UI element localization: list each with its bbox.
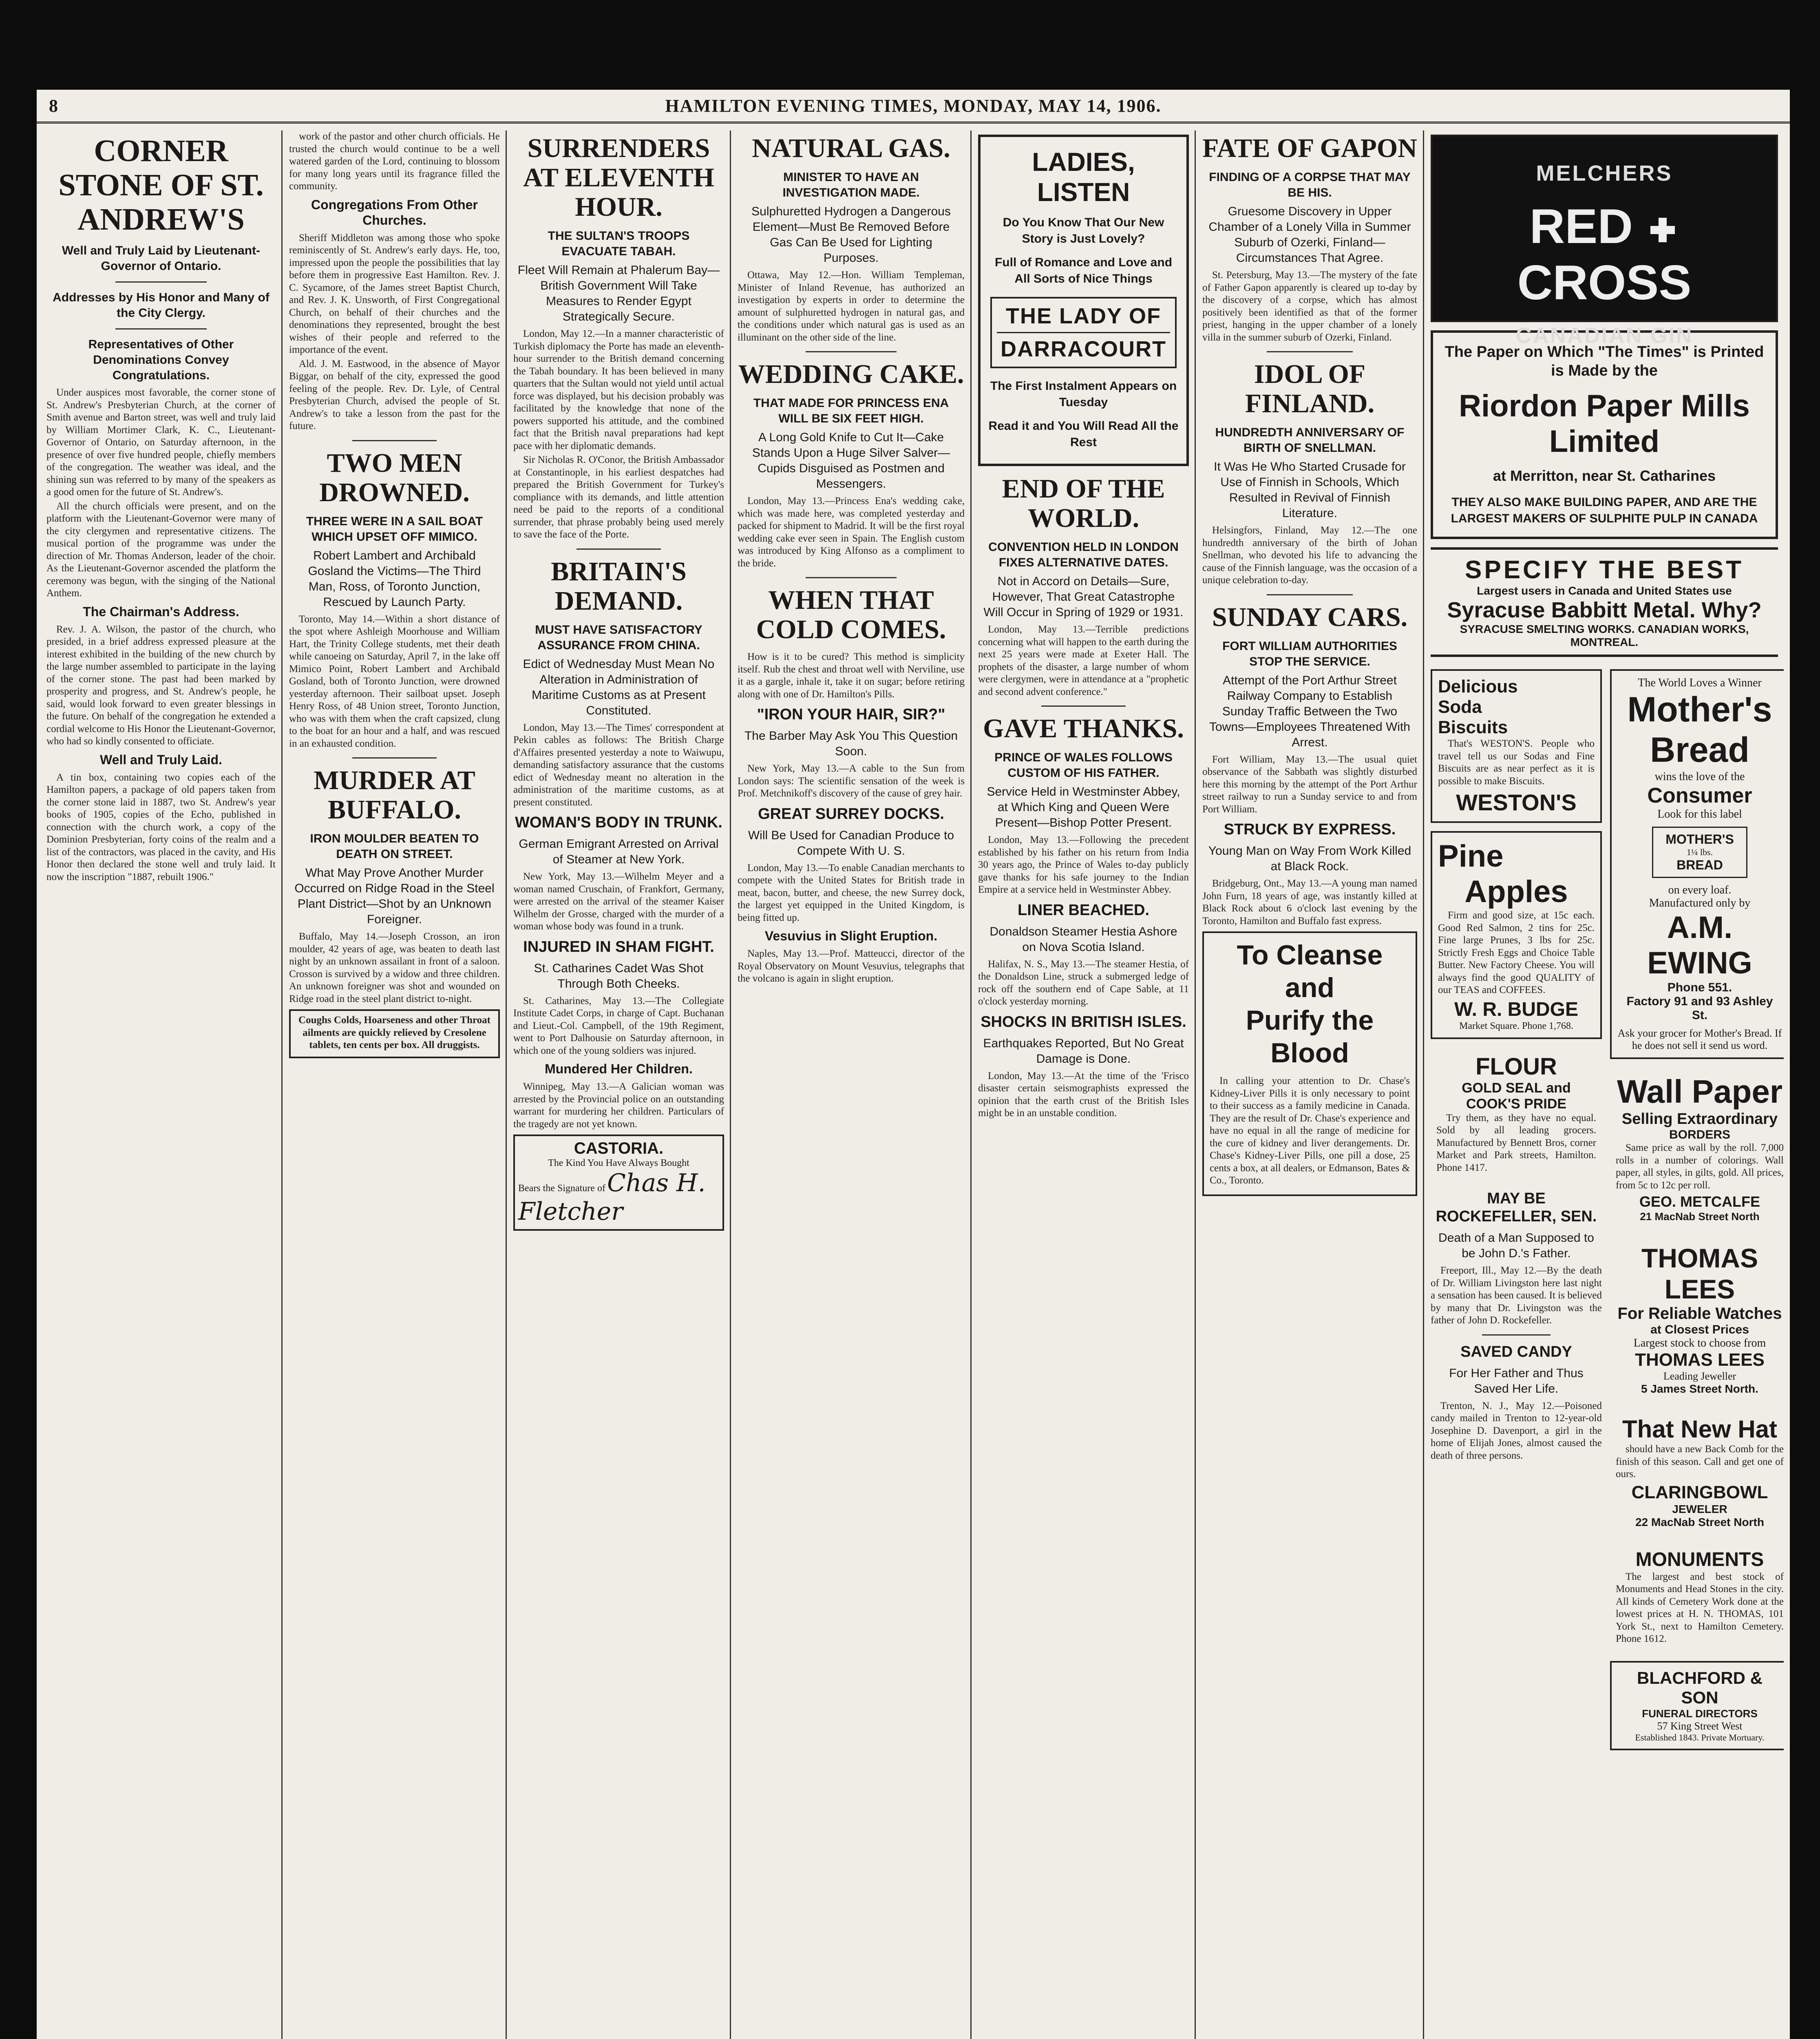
deck: Fleet Will Remain at Phalerum Bay—British Government Will Take Measures to Render Egypt Strategically Secure. — [517, 263, 720, 323]
subhead: Vesuvius in Slight Eruption. — [764, 929, 938, 943]
deck: Will Be Used for Canadian Produce to Compete With U. S. — [748, 828, 954, 858]
headline-wedding-cake: WEDDING CAKE. — [738, 359, 964, 389]
paragraph: Fort William, May 13.—The usual quiet observance of the Sabbath was slightly disturbed here this morning by the attempt of the Port Arthur street railway to run a Sunday service to and from Port William. — [1202, 754, 1417, 815]
headline-two-men-drowned: TWO MEN DROWNED. — [319, 448, 470, 507]
ads-left-column — [1431, 665, 1602, 1464]
column-4 — [732, 130, 970, 2039]
column-5 — [972, 130, 1195, 2039]
red-cross-gin-ad: MELCHERS RED CROSS CANADIAN GIN — [1431, 135, 1778, 322]
paragraph: How is it to be cured? This method is simplicity itself. Rub the chest and throat well with Nerviline, use it as a gargle, inhale it, take it on sugar; before retiring along with one of Dr. Hamilton's Pills. — [738, 651, 965, 700]
deck: Sulphuretted Hydrogen a Dangerous Element—Must Be Removed Before Gas Can Be Used for Lighting Purposes. — [751, 205, 951, 265]
deck: Addresses by His Honor and Many of the City Clergy. — [53, 291, 269, 320]
divider — [1041, 705, 1126, 707]
headline-cold-comes: WHEN THAT COLD COMES. — [756, 585, 946, 644]
column-7 — [1425, 130, 1784, 2039]
paragraph: Naples, May 13.—Prof. Matteucci, director of the Royal Observatory on Mount Vesuvius, telegraphs that the volcano is again in slight eruption. — [738, 948, 965, 984]
headline-womans-body: WOMAN'S BODY IN TRUNK. — [515, 814, 722, 831]
deck: Attempt of the Port Arthur Street Railway Company to Establish Sunday Traffic Between the Two Towns—Employees Threatened With Arrest. — [1209, 673, 1410, 749]
headline-shocks: SHOCKS IN BRITISH ISLES. — [981, 1013, 1186, 1031]
headline-murder-buffalo: MURDER AT BUFFALO. — [314, 765, 475, 825]
deck: MINISTER TO HAVE AN INVESTIGATION MADE. — [782, 170, 920, 199]
column-1 — [41, 130, 281, 2039]
syracuse-babbitt-ad: SPECIFY THE BEST Largest users in Canada and United States use Syracuse Babbitt Metal. Why? SYRACUSE SMELTING WORKS. CANADIAN WORKS, MONTREAL. — [1431, 547, 1778, 657]
red-cross-icon — [1650, 218, 1675, 242]
divider — [1267, 594, 1353, 595]
deck: Edict of Wednesday Must Mean No Alteration in Administration of Maritime Customs as at Present Constituted. — [523, 657, 715, 717]
subhead: Congregations From Other Churches. — [311, 197, 478, 228]
paragraph: London, May 13.—Following the precedent established by his father on his return from India 30 years ago, the Prince of Wales to-day publicly gave thanks for his safe journey to the Indian Empire at a service held in Westminster Abbey. — [978, 834, 1189, 895]
wall-paper-ad: Wall Paper Selling Extraordinary BORDERS Same price as wall by the roll. 7,000 rolls in a number of colorings. Wall paper, all styles, in gilts, gold. All prices, from 5c to 12c per roll. GEO. METCALFE 21 MacNab Street North — [1616, 1073, 1784, 1223]
masthead-rule — [37, 122, 1790, 124]
castoria-ad: CASTORIA. The Kind You Have Always Bought Bears the Signature of Chas H. Fletcher — [513, 1134, 724, 1231]
riordon-paper-ad: The Paper on Which "The Times" is Printed is Made by the Riordon Paper Mills Limited at Merritton, near St. Catharines THEY ALSO MAKE BUILDING PAPER, AND ARE THE LARGEST MAKERS OF SULPHITE PULP IN CANADA — [1431, 330, 1778, 539]
paragraph: Sheriff Middleton was among those who spoke reminiscently of St. Andrew's early days. He, too, impressed upon the people the possibilities that lay before them in progressive East Hamilton. Rev. J. C. Sycamore, of the James street Baptist Church, and Rev. J. K. Unsworth, of First Congregational Church, on behalf of their churches and the denominations they represented, brought the best wishes of their people and referred to the importance of the event. — [289, 232, 500, 355]
mothers-bread-ad: The World Loves a Winner Mother's Bread wins the love of the Consumer Look for this label MOTHER'S 1¼ lbs. BREAD on every loaf. Manufactured only by A.M. EWING Phone 551. Factory 91 and 93 Ashley St. Ask your grocer for Mother's Bread. If he does not sell it send us word. — [1610, 669, 1784, 1059]
paragraph: London, May 13.—Princess Ena's wedding cake, which was made here, was completed yesterday and packed for shipment to Madrid. It will be the first royal wedding cake ever seen in Spain. The English custom was introduced by King Alfonso as a compliment to the bride. — [738, 495, 965, 569]
deck: FINDING OF A CORPSE THAT MAY BE HIS. — [1209, 170, 1411, 199]
paragraph: All the church officials were present, and on the platform with the Lieutenant-Governor were many of the city clergymen and representative citizens. The musical portion of the programme was under the direction of Mr. Thomas Anderson, leader of the choir. As the Lieutenant-Governor ascended the platform the ceremony was begun, with the singing of the National Anthem. — [46, 500, 276, 599]
column-rule — [970, 130, 972, 2039]
deck: What May Prove Another Murder Occurred on Ridge Road in the Steel Plant District—Shot by an Unknown Foreigner. — [294, 866, 495, 926]
rockefeller-article: MAY BE ROCKEFELLER, SEN. Death of a Man Supposed to be John D.'s Father. Freeport, Ill., May 12.—By the death of Dr. William Livingston here last night a sensation has been caused. It is believed by many that Dr. Livingston was the father of John D. Rockefeller. SAVED CANDY For Her Father and Thus Saved Her Life. Trenton, N. J., May 12.—Poisoned candy mailed in Trenton to 12-year-old Josephine D. Davenport, a girl in the home of Elijah Jones, almost caused the death of three persons. — [1431, 1190, 1602, 1461]
paragraph: Helsingfors, Finland, May 12.—The one hundredth anniversary of the birth of Johan Snellman, who devoted his life to advancing the cause of the Finnish language, was the occasion of a unique celebration to-day. — [1202, 525, 1417, 586]
paragraph: London, May 13.—Terrible predictions concerning what will happen to the earth during the next 25 years were made at Exeter Hall. The prophets of the disaster, a large number of whom were clergymen, were in attendance at a "prophetic and second advent conference." — [978, 624, 1189, 697]
deck: PRINCE OF WALES FOLLOWS CUSTOM OF HIS FATHER. — [994, 751, 1173, 780]
pine-apples-ad: Pine Apples Firm and good size, at 15c each. Good Red Salmon, 2 tins for 25c. Fine large Prunes, 3 lbs for 25c. Strictly Fresh Eggs and Choice Table Butter. New Factory Cheese. You will always find the good QUALITY of our TEAS and COFFEES. W. R. BUDGE Market Square. Phone 1,768. — [1431, 831, 1602, 1039]
headline-sham-fight: INJURED IN SHAM FIGHT. — [523, 938, 714, 955]
masthead-title: HAMILTON EVENING TIMES, MONDAY, MAY 14, 1906. — [665, 96, 1162, 116]
deck: FORT WILLIAM AUTHORITIES STOP THE SERVICE. — [1222, 639, 1397, 668]
paragraph: St. Catharines, May 13.—The Collegiate Institute Cadet Corps, in charge of Capt. Buchanan and Lieut.-Col. Campbell, of the 19th Regiment, went to Port Dalhousie on Saturday afternoon, in which one of the young soldiers was injured. — [513, 995, 724, 1056]
divider — [115, 281, 207, 283]
coughs-ad: Coughs Colds, Hoarseness and other Throat ailments are quickly relieved by Cresolene tablets, ten cents per box. All druggists. — [289, 1009, 500, 1058]
headline-end-of-world: END OF THE WORLD. — [1002, 474, 1165, 533]
deck: Earthquakes Reported, But No Great Damage is Done. — [983, 1036, 1184, 1066]
paragraph: London, May 12.—In a manner characteristic of Turkish diplomacy the Porte has made an eleventh-hour surrender to the British demand concerning the Tabah boundary. It has been believed in many quarters that the Sultan would not yield until actual force was displayed, but his decision probably was facilitated by the knowledge that none of the powers supported his attitude, and the combined fact that the British naval preparations had kept pace with her diplomatic demands. — [513, 328, 724, 451]
divider — [352, 757, 437, 759]
deck: A Long Gold Knife to Cut It—Cake Stands Upon a Huge Silver Salver—Cupids Disguised as Postmen and Messengers. — [752, 431, 950, 491]
deck: IRON MOULDER BEATEN TO DEATH ON STREET. — [310, 832, 479, 861]
paragraph: London, May 13.—The Times' correspondent at Pekin cables as follows: The British Charge d'Affaires presented yesterday a note to Waiwupu, demanding satisfactory assurance that the customs edict of Wednesday meant no alteration in the administration of the maritime customs, as at present constituted. — [513, 722, 724, 808]
subhead: Mundered Her Children. — [545, 1062, 693, 1076]
divider — [806, 351, 897, 352]
weston-biscuits-ad: Delicious Soda Biscuits That's WESTON'S. People who travel tell us our Sodas and Fine Biscuits are as near perfect as it is possible to make Biscuits. WESTON'S — [1431, 669, 1602, 823]
deck: Gruesome Discovery in Upper Chamber of a Lonely Villa in Summer Suburb of Ozerki, Finland—Circumstances That Agree. — [1208, 205, 1411, 265]
deck: German Emigrant Arrested on Arrival of Steamer at New York. — [519, 837, 719, 866]
divider — [352, 440, 437, 441]
headline-fate-of-gapon: FATE OF GAPON — [1202, 133, 1417, 163]
paragraph: New York, May 13.—A cable to the Sun from London says: The scientific sensation of the week is Prof. Metchnikoff's discovery of the cause of grey hair. — [738, 763, 965, 799]
headline-iron-hair: "IRON YOUR HAIR, SIR?" — [757, 706, 945, 723]
paragraph: London, May 13.—At the time of the 'Frisco disaster certain seismographists expressed the opinion that the earth crust of the British Isles might be in an unstable condition. — [978, 1070, 1189, 1119]
paragraph: Sir Nicholas R. O'Conor, the British Ambassador at Constantinople, in his earliest despatches had prepared the British Government for Turkey's compliance with its demands, and little attention need be paid to the reports of a conditional surrender, that phrase probably being used merely to save the face of the Porte. — [513, 454, 724, 540]
paragraph: St. Petersburg, May 13.—The mystery of the fate of Father Gapon apparently is cleared up to-day by the discovery of a corpse, which has almost positively been identified as that of the former priest, hanging in the upper chamber of a lonely villa in the summer suburb of Ozerki, Finland. — [1202, 270, 1417, 343]
headline-corner-stone: CORNER STONE OF ST. ANDREW'S — [58, 134, 264, 237]
bread-label: MOTHER'S 1¼ lbs. BREAD — [1652, 827, 1747, 878]
column-rule — [506, 130, 507, 2039]
ads-lower — [1431, 665, 1784, 2039]
headline-surrenders: SURRENDERS AT ELEVENTH HOUR. — [523, 133, 714, 222]
paragraph: Winnipeg, May 13.—A Galician woman was arrested by the Provincial police on an outstanding warrant for murdering her children. Particulars of the tragedy are not yet known. — [513, 1081, 724, 1130]
column-6 — [1197, 130, 1423, 2039]
divider — [115, 328, 207, 330]
paragraph: Under auspices most favorable, the corner stone of St. Andrew's Presbyterian Church, at the corner of Smith avenue and Barton street, was well and truly laid by William Mortimer Clark, K. C., Lieutenant-Governor of Ontario, on Saturday afternoon, in the presence of over five hundred people, chiefly members of the congregation. The weather was ideal, and the shining sun was referred to by many of the speakers as a good omen for the future of St. Andrew's. — [46, 387, 276, 498]
deck: THAT MADE FOR PRINCESS ENA WILL BE SIX FEET HIGH. — [753, 396, 949, 425]
headline-struck-express: STRUCK BY EXPRESS. — [1224, 821, 1396, 838]
headline-liner-beached: LINER BEACHED. — [1017, 901, 1150, 919]
deck: Robert Lambert and Archibald Gosland the Victims—The Third Man, Ross, of Toronto Junction, Rescued by Launch Party. — [308, 548, 481, 609]
paragraph: New York, May 13.—Wilhelm Meyer and a woman named Cruschain, of Frankfort, Germany, were arrested on the arrival of the steamer Kaiser Wilhelm der Grosse, charged with the murder of a woman whose body was found in a trunk. — [513, 871, 724, 932]
headline-britains-demand: BRITAIN'S DEMAND. — [551, 556, 687, 616]
fletcher-signature: Chas H. Fletcher — [518, 1169, 706, 1226]
newspaper-page — [37, 90, 1790, 2039]
headline-sunday-cars: SUNDAY CARS. — [1212, 602, 1408, 632]
deck: Service Held in Westminster Abbey, at Which King and Queen Were Present—Bishop Potter Present. — [987, 785, 1180, 829]
headline-gave-thanks: GAVE THANKS. — [983, 714, 1184, 743]
deck: It Was He Who Started Crusade for Use of Finnish in Schools, Which Resulted in Revival of Finnish Literature. — [1214, 460, 1406, 520]
deck: HUNDREDTH ANNIVERSARY OF BIRTH OF SNELLMAN. — [1215, 426, 1405, 455]
monuments-ad: MONUMENTS The largest and best stock of Monuments and Head Stones in the city. All kinds of Cemetery Work done at the lowest prices at H. N. THOMAS, 101 York St., next to Hamilton Cemetery. Phone 1612. — [1616, 1548, 1784, 1644]
column-rule — [730, 130, 731, 2039]
paragraph: Toronto, May 14.—Within a short distance of the spot where Ashleigh Moorhouse and William Hart, the Trinity College students, met their death while canoeing on Saturday, April 7, in the lake off Mimico Point, Robert Lambert and Archibald Gosland, both of Toronto Junction, were drowned yesterday afternoon. Their sailboat upset. Joseph Henry Ross, of 48 Union street, Toronto Junction, who was with them when the craft capsized, clung to the boat for an hour and a half, and was rescued in an exhausted condition. — [289, 613, 500, 749]
page-number: 8 — [49, 96, 59, 116]
deck: Not in Accord on Details—Sure, However, That Great Catastrophe Will Occur in Spring of 1929 or 1931. — [983, 575, 1184, 619]
deck: Well and Truly Laid by Lieutenant-Governor of Ontario. — [62, 244, 261, 273]
headline-natural-gas: NATURAL GAS. — [752, 133, 950, 163]
divider — [1267, 351, 1353, 352]
deck: Donaldson Steamer Hestia Ashore on Nova Scotia Island. — [990, 924, 1177, 954]
deck: THREE WERE IN A SAIL BOAT WHICH UPSET OFF MIMICO. — [306, 514, 483, 544]
subhead: Well and Truly Laid. — [100, 752, 222, 767]
paragraph: Halifax, N. S., May 13.—The steamer Hestia, of the Donaldson Line, struck a submerged ledge of rock off the southern end of Cape Sable, at 11 o'clock yesterday morning. — [978, 958, 1189, 1007]
column-rule — [1423, 130, 1424, 2039]
paragraph: A tin box, containing two copies each of the Hamilton papers, a package of old papers taken from the corner stone laid in 1887, two St. Andrew's year books of 1905, copies of the Echo, published in connection with the church work, a copy of the Dominion Presbyterian, forty coins of the realm and a list of the contractors, was placed in the cavity, and His Honor then declared the stone well and truly laid. It now the inscription "1887, rebuilt 1906." — [46, 772, 276, 882]
paragraph: Rev. J. A. Wilson, the pastor of the church, who presided, in a brief address expressed pleasure at the interest exhibited in the building of the new church by the large number assembled to participate in the laying of the corner stone. The past had been marked by prosperity and progress, and St. Andrew's people, he said, would look forward to even greater blessings in the future. On behalf of the congregation he extended a cordial welcome to His Honor the Lieutenant-Governor, who had so kindly consented to officiate. — [46, 624, 276, 747]
deck: CONVENTION HELD IN LONDON FIXES ALTERNATIVE DATES. — [988, 540, 1179, 569]
deck: The Barber May Ask You This Question Soon. — [744, 729, 958, 758]
headline-surrey-docks: GREAT SURREY DOCKS. — [758, 805, 944, 823]
new-hat-ad: That New Hat should have a new Back Comb for the finish of this season. Call and get one of ours. CLARINGBOWL JEWELER 22 MacNab Street North — [1616, 1415, 1784, 1528]
paragraph: Buffalo, May 14.—Joseph Crosson, an iron moulder, 42 years of age, was beaten to death last night by an unknown assailant in front of a saloon. Crosson is survived by a widow and three children. An unknown foreigner was shot and wounded on Ridge road in the steel plant district to-night. — [289, 931, 500, 1004]
masthead — [45, 95, 1782, 118]
cleanse-blood-ad: To Cleanse and Purify the Blood In calling your attention to Dr. Chase's Kidney-Liver Pills it is only necessary to point to their success as a family medicine in Canada. They are the result of Dr. Chase's experience and have no equal in all the range of medicine for the cure of kidney and liver derangements. Dr. Chase's Kidney-Liver Pills, one pill a dose, 25 cents a box, at all dealers, or Edmanson, Bates & Co., Toronto. — [1202, 931, 1417, 1196]
headline-idol-finland: IDOL OF FINLAND. — [1245, 359, 1375, 418]
paragraph: Ottawa, May 12.—Hon. William Templeman, Minister of Inland Revenue, has authorized an investigation by experts in order to determine the amount of sulphuretted hydrogen in natural gas, and the conditions under which natural gas is used as an illuminant on the other side of the line. — [738, 270, 965, 343]
paragraph: work of the pastor and other church officials. He trusted the church would continue to be a well watered garden of the Lord, continuing to blossom for many long years until its fragrance filled the community. — [289, 131, 500, 192]
divider — [576, 548, 661, 550]
flour-ad: FLOUR GOLD SEAL and COOK'S PRIDE Try them, as they have no equal. Sold by all leading grocers. Manufactured by Bennett Bros, corner Market and Park streets, Hamilton. Phone 1417. — [1436, 1053, 1596, 1173]
ads-right-column — [1610, 665, 1784, 1758]
deck: THE SULTAN'S TROOPS EVACUATE TABAH. — [548, 229, 690, 258]
story-title-box: THE LADY OF DARRACOURT — [990, 297, 1177, 368]
column-rule — [281, 130, 283, 2039]
paragraph: Bridgeburg, Ont., May 13.—A young man named John Furn, 18 years of age, was instantly killed at Black Rock about 6 o'clock last evening by the Toronto, Hamilton and Buffalo fast express. — [1202, 878, 1417, 927]
deck: MUST HAVE SATISFACTORY ASSURANCE FROM CHINA. — [535, 623, 702, 652]
deck: St. Catharines Cadet Was Shot Through Both Cheeks. — [534, 961, 704, 991]
divider — [806, 577, 897, 578]
ladies-listen-ad: LADIES, LISTEN Do You Know That Our New Story is Just Lovely? Full of Romance and Love and All Sorts of Nice Things THE LADY OF DARRACOURT The First Instalment Appears on Tuesday Read it and You Will Read All the Rest — [978, 135, 1189, 466]
blachford-ad: BLACHFORD & SON FUNERAL DIRECTORS 57 King Street West Established 1843. Private Mortuary. — [1610, 1661, 1784, 1750]
thomas-lees-ad: THOMAS LEES For Reliable Watches at Closest Prices Largest stock to choose from THOMAS LEES Leading Jeweller 5 James Street North. — [1617, 1243, 1782, 1395]
column-rule — [1195, 130, 1196, 2039]
paragraph: Ald. J. M. Eastwood, in the absence of Mayor Biggar, on behalf of the city, expressed the good feeling of the people. Rev. Dr. Lyle, of Central Presbyterian Church, advised the people of St. Andrew's to take a lesson from the past for the future. — [289, 358, 500, 431]
subhead: The Chairman's Address. — [83, 604, 239, 619]
paragraph: London, May 13.—To enable Canadian merchants to compete with the United States for British trade in meat, bacon, butter, and cheese, the new Surrey dock, the largest yet equipped in the United Kingdom, is being fitted up. — [738, 862, 965, 923]
column-3 — [508, 130, 730, 2039]
column-2 — [283, 130, 506, 2039]
deck: Young Man on Way From Work Killed at Black Rock. — [1208, 844, 1411, 873]
deck: Representatives of Other Denominations Convey Congratulations. — [88, 338, 234, 382]
